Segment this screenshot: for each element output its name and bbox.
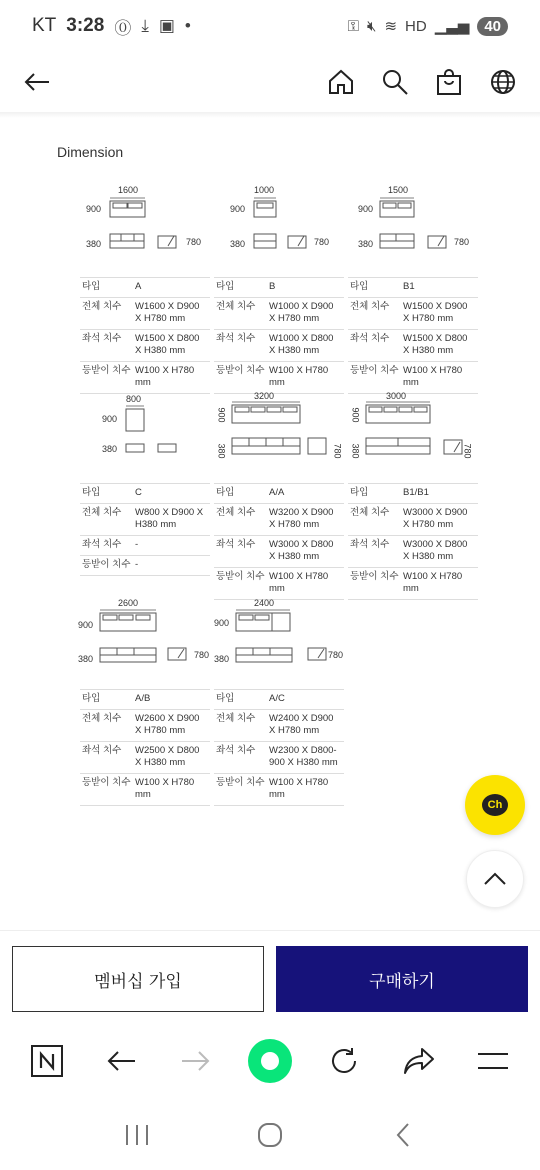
hd-icon: HD — [405, 17, 427, 35]
sofa-diagram: 2400 900 380 780 — [214, 598, 344, 664]
home-circle-icon[interactable] — [250, 1115, 290, 1155]
back-icon[interactable] — [97, 1037, 145, 1085]
spec-table: 타입 A/B 전체 치수 W2600 X D900 X H780 mm 좌석 치수 W2500 X D800 X H380 mm 등받이 치수 W100 X H780 mm — [80, 689, 210, 806]
dimension-block-a-c — [214, 594, 344, 806]
clock: 3:28 — [66, 15, 105, 36]
dot-icon: • — [184, 16, 191, 35]
chat-icon: Ch — [482, 794, 508, 816]
pay-icon: ▣ — [158, 16, 175, 35]
sofa-diagram: 1600 900 380 780 — [86, 185, 202, 249]
search-icon[interactable] — [378, 65, 412, 99]
sofa-diagram: 800 900 380 — [80, 388, 210, 483]
spec-table: 타입 B 전체 치수 W1000 X D900 X H780 mm 좌석 치수 W1000 X D800 X H380 mm 등받이 치수 W100 X H780 mm — [214, 277, 344, 394]
sofa-diagram: 3000 900 380 780 — [350, 391, 473, 459]
system-nav-bar — [0, 1100, 540, 1170]
back-arrow-icon[interactable] — [20, 65, 54, 99]
chevron-up-icon — [483, 872, 507, 886]
notification-icon: ⓪ — [114, 18, 132, 38]
refresh-icon[interactable] — [320, 1037, 368, 1085]
dimension-block-a-a — [214, 388, 344, 600]
n-logo-icon[interactable] — [23, 1037, 71, 1085]
sofa-diagram: 1000 900 380 780 — [230, 185, 330, 249]
buy-button[interactable]: 구매하기 — [276, 946, 528, 1012]
dimension-block-a — [80, 182, 210, 394]
dimension-block-b — [214, 182, 344, 394]
sofa-diagram: 2600 900 380 780 — [78, 598, 210, 664]
spec-table: 타입 A 전체 치수 W1600 X D900 X H780 mm 좌석 치수 W1500 X D800 X H380 mm 등받이 치수 W100 X H780 mm — [80, 277, 210, 394]
purchase-cta-bar — [0, 930, 540, 1022]
recent-apps-icon[interactable] — [117, 1115, 157, 1155]
header-divider — [0, 112, 540, 118]
dimension-block-c — [80, 388, 210, 576]
carrier: KT — [32, 15, 57, 36]
membership-join-button[interactable]: 멤버십 가입 — [12, 946, 264, 1012]
spec-table: 타입 B1 전체 치수 W1500 X D900 X H780 mm 좌석 치수 W1500 X D800 X H380 mm 등받이 치수 W100 X H780 mm — [348, 277, 478, 394]
download-icon: ⤓ — [141, 16, 149, 35]
status-bar — [0, 0, 540, 52]
shopping-bag-icon[interactable] — [432, 65, 466, 99]
home-dot-icon[interactable] — [246, 1037, 294, 1085]
app-header — [0, 52, 540, 112]
forward-icon[interactable] — [172, 1037, 220, 1085]
dimension-block-a-b — [80, 594, 210, 806]
section-title: Dimension — [57, 144, 124, 160]
dimension-block-b1-b1 — [348, 388, 478, 600]
kakao-channel-button[interactable] — [465, 775, 525, 835]
sofa-diagram: 3200 900 380 780 — [216, 391, 343, 459]
globe-icon[interactable] — [486, 65, 520, 99]
spec-table: 타입 B1/B1 전체 치수 W3000 X D900 X H780 mm 좌석 치수 W3000 X D800 X H380 mm 등받이 치수 W100 X H780 mm — [348, 483, 478, 600]
wifi-icon: ≋ — [384, 18, 398, 35]
sofa-diagram: 1500 900 380 780 — [358, 185, 470, 249]
home-icon[interactable] — [324, 65, 358, 99]
spec-table: 타입 A/A 전체 치수 W3200 X D900 X H780 mm 좌석 치수 W3000 X D800 X H380 mm 등받이 치수 W100 X H780 mm — [214, 483, 344, 600]
scroll-top-button[interactable] — [466, 850, 524, 908]
spec-table: 타입 A/C 전체 치수 W2400 X D900 X H780 mm 좌석 치수 W2300 X D800-900 X H380 mm 등받이 치수 W100 X H780 mm — [214, 689, 344, 806]
mute-icon: 🔇︎ — [367, 17, 377, 35]
battery-icon: 40 — [477, 17, 508, 36]
browser-toolbar — [0, 1022, 540, 1100]
menu-icon[interactable] — [469, 1037, 517, 1085]
signal-icon: ▁▃▅ — [434, 18, 470, 35]
back-chevron-icon[interactable] — [383, 1115, 423, 1155]
share-icon[interactable] — [395, 1037, 443, 1085]
dimension-block-b1 — [348, 182, 478, 394]
spec-table: 타입 C 전체 치수 W800 X D900 X H380 mm 좌석 치수 - 등받이 치수 - — [80, 483, 210, 576]
key-icon: ⚿ — [347, 17, 359, 35]
